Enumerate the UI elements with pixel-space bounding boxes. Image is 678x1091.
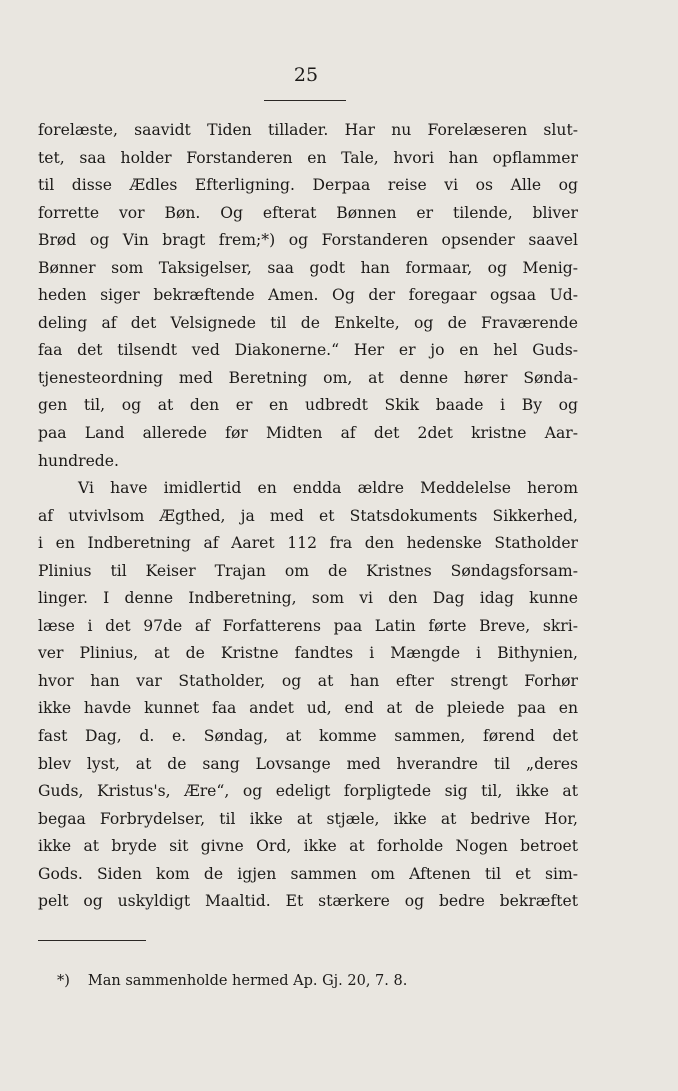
text-line: ver Plinius, at de Kristne fandtes i Mængde i Bithynien, xyxy=(38,644,578,663)
text-line: Vi have imidlertid en endda ældre Meddelelse herom xyxy=(78,479,578,498)
text-line: Gods. Siden kom de igjen sammen om Aftenen til et sim- xyxy=(38,864,578,883)
text-line: Brød og Vin bragt frem;*) og Forstanderen opsender saavel xyxy=(38,231,578,250)
footnote xyxy=(57,973,407,989)
text-line: Guds, Kristus's, Ære“, og edeligt forpligtede sig til, ikke at xyxy=(38,782,578,801)
text-line: paa Land allerede før Midten af det 2det kristne Aar- xyxy=(38,424,578,443)
text-line: hvor han var Statholder, og at han efter strengt Forhør xyxy=(38,671,578,690)
header-rule xyxy=(264,100,346,101)
text-line: deling af det Velsignede til de Enkelte, og de Fraværende xyxy=(38,313,578,332)
page-number: 25 xyxy=(293,64,319,86)
text-line: linger. I denne Indberetning, som vi den Dag idag kunne xyxy=(38,589,578,608)
text-line: heden siger bekræftende Amen. Og der foregaar ogsaa Ud- xyxy=(38,286,578,305)
text-line: tjenesteordning med Beretning om, at denne hører Sønda- xyxy=(38,368,578,387)
text-line: hundrede. xyxy=(38,451,119,470)
text-line: faa det tilsendt ved Diakonerne.“ Her er jo en hel Guds- xyxy=(38,341,578,360)
text-line: ikke havde kunnet faa andet ud, end at de pleiede paa en xyxy=(38,699,578,718)
text-line: forrette vor Bøn. Og efterat Bønnen er tilende, bliver xyxy=(38,203,578,222)
footnote-mark: *) xyxy=(57,973,70,989)
text-line: fast Dag, d. e. Søndag, at komme sammen, førend det xyxy=(38,727,578,746)
text-line: af utvivlsom Ægthed, ja med et Statsdokuments Sikkerhed, xyxy=(38,506,578,525)
text-line: blev lyst, at de sang Lovsange med hverandre til „deres xyxy=(38,754,578,773)
text-line: Plinius til Keiser Trajan om de Kristnes Søndagsforsam- xyxy=(38,561,578,580)
text-line: forelæste, saavidt Tiden tillader. Har nu Forelæseren slut- xyxy=(38,121,578,139)
text-line: gen til, og at den er en udbredt Skik baade i By og xyxy=(38,396,578,415)
body-text xyxy=(38,117,578,916)
text-line: ikke at bryde sit givne Ord, ikke at forholde Nogen betroet xyxy=(38,837,578,856)
text-line: læse i det 97de af Forfatterens paa Latin førte Breve, skri- xyxy=(38,616,578,635)
text-line: tet, saa holder Forstanderen en Tale, hvori han opflammer xyxy=(38,148,578,167)
footnote-rule xyxy=(38,940,146,941)
text-line: pelt og uskyldigt Maaltid. Et stærkere og bedre bekræftet xyxy=(38,892,578,911)
text-line: Bønner som Taksigelser, saa godt han formaar, og Menig- xyxy=(38,258,578,277)
text-line: i en Indberetning af Aaret 112 fra den hedenske Statholder xyxy=(38,534,578,553)
text-line: begaa Forbrydelser, til ikke at stjæle, ikke at bedrive Hor, xyxy=(38,809,578,828)
footnote-text: Man sammenholde hermed Ap. Gj. 20, 7. 8. xyxy=(87,973,408,989)
text-line: til disse Ædles Efterligning. Derpaa reise vi os Alle og xyxy=(38,176,578,195)
